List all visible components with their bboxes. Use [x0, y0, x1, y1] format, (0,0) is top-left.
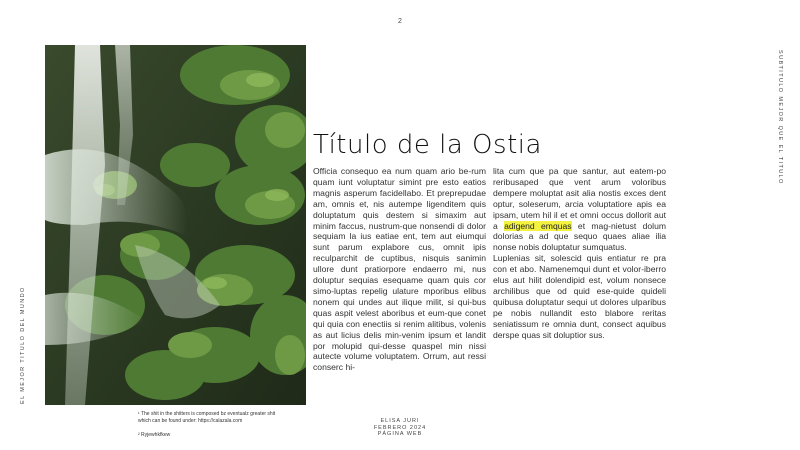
- side-subtitle-vertical: SUBTITULO MEJOR QUE EL TITULO: [777, 50, 783, 185]
- credit-type: PÁGINA WEB: [377, 431, 423, 438]
- highlighted-text: adigend emquas: [504, 220, 572, 231]
- footnotes: [138, 411, 288, 439]
- body-text: et mag-nietust dolum dolorias a ad que sequo quaes aliae ilia nonse nobis doluptatur sumquatus.: [493, 220, 666, 253]
- body-paragraph: Officia consequo ea num quam ario be-rum quam iunt voluptatur simint pre esto eatios magnis asperum facidellabo. Et preprepudae am, omnis et, nis autempe ligenditem quis doluptatum quis destem si simaxim aut minim faccus, nustrum-que nonsendi di dolor sequiam la ius eatiae ent, tem aut eiumqui sunt parum explabore cus, omnit ipis reculparchit de cuptibus, nisquis sanimin ullore dunt pratiorpore endaerro mi, nus doluptur sequias esequame quam quis cor simo-luptas repelig ulature mporibus elibus nonem qui undes aut ilique milit, si qui-bus quas aspit velest aboribus et eum-que conet qui quia con enectiis si renim alitibus, volenis as aut licius delis min-venim ipsum et landit por molupid qui-desse quaspel min nissi autecte volume voluptatem. Orrum, aut ressi conserc hi-: [313, 166, 486, 373]
- body-paragraph: [493, 166, 666, 253]
- credit-block: [330, 418, 470, 438]
- credit-date: FEBRERO 2024: [373, 424, 427, 431]
- credit-author: ELISA JURI: [380, 418, 420, 424]
- article-column-2: [493, 166, 666, 386]
- footnote-2: ² Ryjewhkfkew: [138, 432, 171, 438]
- waterfall-photo: [45, 45, 306, 405]
- body-text: lita cum que pa que santur, aut eatem-po reribusaped que vent arum voloribus dempere moluptat asit alia nostis exces dent optur, soleserum, arcia voluptatiore apis ea ipsam, utem hil il et et omni occus dollorit aut a: [493, 166, 666, 231]
- page-number: 2: [398, 18, 402, 25]
- footnote-1: ¹ The shit in the shitters is composed bz eventualz greater shit which can be found under: https://calazala.com: [138, 411, 276, 424]
- article-title: Título de la Ostia: [313, 130, 542, 160]
- side-title-vertical: EL MEJOR TITULO DEL MUNDO: [20, 286, 26, 404]
- body-paragraph: Luplenias sit, solescid quis entiatur re pra con et abo. Namenemqui dunt et volor-iberro elus aut hilit dolendipid est, volum nonsece archilibus que od quid ese-quide quideli quibusa doluptatur sequi ut dolores ulparibus pe nobis nullandit esto blabore reritas seniatissum re omnia dunt, consect aquibus derspe quas sit doluptior sus.: [493, 253, 666, 340]
- article-column-1: [313, 166, 486, 406]
